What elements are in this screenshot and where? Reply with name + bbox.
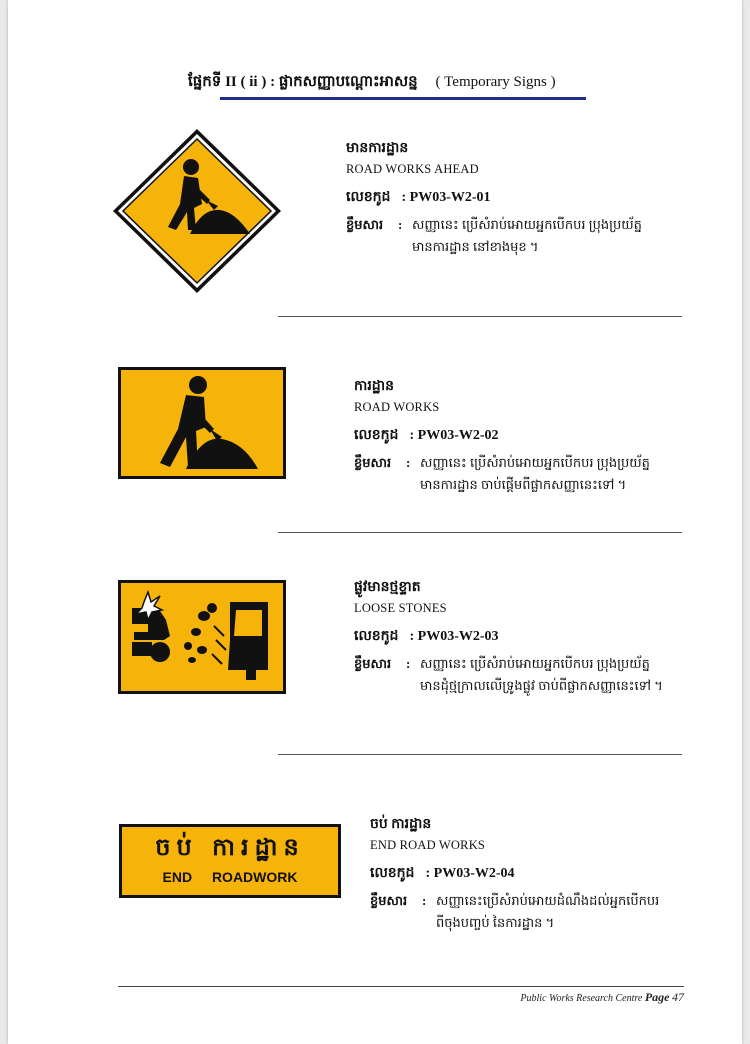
loose-stones-sign	[118, 580, 286, 694]
sign-meaning: ខ្លឹមសារ : សញ្ញានេះ ប្រើសំរាប់អោយអ្នកបើកបរ ប្រុងប្រយ័ត្ន មានការដ្ឋាន ចាប់ផ្តើមពីផ្លាកសញ្ញានេះទៅ ។	[354, 452, 686, 496]
footer-page-number: 47	[672, 990, 684, 1004]
code-label: លេខកូដ	[354, 428, 399, 443]
meaning-line-2: មានការដ្ឋាន ចាប់ផ្តើមពីផ្លាកសញ្ញានេះទៅ ។	[420, 477, 627, 492]
meaning-line-1: សញ្ញានេះ ប្រើសំរាប់អោយអ្នកបើកបរ ប្រុងប្រយ័ត្ន	[420, 656, 650, 671]
meaning-line-1: សញ្ញានេះប្រើសំរាប់អោយដំណឹងដល់អ្នកបើកបរ	[436, 893, 660, 908]
sign-kh-title: មានការដ្ឋាន	[346, 141, 409, 156]
meaning-line-2: មានដុំថ្មក្រាលលើទ្រូងផ្លូវ ចាប់ពីផ្លាកសញ្ញានេះទៅ ។	[420, 678, 663, 693]
sign-code: : PW03-W2-01	[401, 190, 491, 205]
sign-code: : PW03-W2-02	[409, 428, 499, 443]
section-english-title: ( Temporary Signs )	[435, 74, 556, 90]
sign-meaning: ខ្លឹមសារ : សញ្ញានេះប្រើសំរាប់អោយដំណឹងដល់អ្នកបើកបរ ពីចុងបញ្ចប់ នៃការដ្ឋាន ។	[370, 890, 690, 934]
sign-entry-4	[370, 814, 690, 934]
sign-meaning: ខ្លឹមសារ : សញ្ញានេះ ប្រើសំរាប់អោយអ្នកបើកបរ ប្រុងប្រយ័ត្ន មានការដ្ឋាន នៅខាងមុខ ។	[346, 214, 686, 258]
road-works-ahead-sign	[110, 126, 284, 296]
end-roadwork-sign	[119, 824, 341, 898]
section-part-label: ផ្នែកទី II ( ii ) : ផ្លាកសញ្ញាបណ្តោះអាសន្ន	[188, 74, 418, 90]
sign-code: : PW03-W2-03	[409, 629, 499, 644]
footer-org: Public Works Research Centre	[520, 993, 643, 1004]
sign-code: : PW03-W2-04	[425, 866, 515, 881]
sign-code-row	[346, 187, 686, 208]
code-label: លេខកូដ	[370, 866, 415, 881]
footer-rule	[118, 986, 684, 987]
meaning-label: ខ្លឹមសារ	[346, 217, 384, 232]
code-label: លេខកូដ	[346, 190, 391, 205]
page-footer	[438, 990, 684, 1005]
meaning-line-2: ពីចុងបញ្ចប់ នៃការដ្ឋាន ។	[436, 915, 555, 930]
meaning-line-2: មានការដ្ឋាន នៅខាងមុខ ។	[412, 239, 539, 254]
section-divider	[278, 316, 682, 317]
sign-kh-title: ចប់ ការដ្ឋាន	[370, 817, 432, 832]
meaning-line-1: សញ្ញានេះ ប្រើសំរាប់អោយអ្នកបើកបរ ប្រុងប្រយ័ត្ន	[412, 217, 642, 232]
sign-kh-title: ផ្លូវមានថ្មខ្ទាត	[354, 580, 421, 595]
sign-kh-title: ការដ្ឋាន	[354, 379, 394, 394]
road-works-sign	[118, 367, 286, 479]
sign-entry-1	[346, 138, 686, 258]
meaning-line-1: សញ្ញានេះ ប្រើសំរាប់អោយអ្នកបើកបរ ប្រុងប្រយ័ត្ន	[420, 455, 650, 470]
end-sign-kh-text: ចប់ ការដ្ឋាន	[155, 833, 305, 861]
sign-code-row	[370, 863, 690, 884]
code-label: លេខកូដ	[354, 629, 399, 644]
sign-en-title: LOOSE STONES	[354, 601, 447, 615]
sign-entry-3	[354, 577, 686, 697]
meaning-label: ខ្លឹមសារ	[370, 893, 408, 908]
document-page	[8, 0, 742, 1044]
sign-en-title: END ROAD WORKS	[370, 838, 486, 852]
sign-entry-2	[354, 376, 686, 496]
sign-code-row	[354, 425, 686, 446]
section-divider	[278, 754, 682, 755]
sign-en-title: ROAD WORKS AHEAD	[346, 162, 479, 176]
sign-code-row	[354, 626, 686, 647]
footer-page-label: Page	[644, 990, 670, 1004]
sign-en-title: ROAD WORKS	[354, 400, 440, 414]
section-header	[188, 72, 618, 100]
sign-meaning: ខ្លឹមសារ : សញ្ញានេះ ប្រើសំរាប់អោយអ្នកបើកបរ ប្រុងប្រយ័ត្ន មានដុំថ្មក្រាលលើទ្រូងផ្លូវ ចាប់ពីផ្លាកសញ្ញានេះទៅ ។	[354, 653, 686, 697]
meaning-label: ខ្លឹមសារ	[354, 656, 392, 671]
meaning-label: ខ្លឹមសារ	[354, 455, 392, 470]
header-underline	[220, 97, 586, 100]
section-divider	[278, 532, 682, 533]
end-sign-en-text: END ROADWORK	[162, 869, 298, 885]
